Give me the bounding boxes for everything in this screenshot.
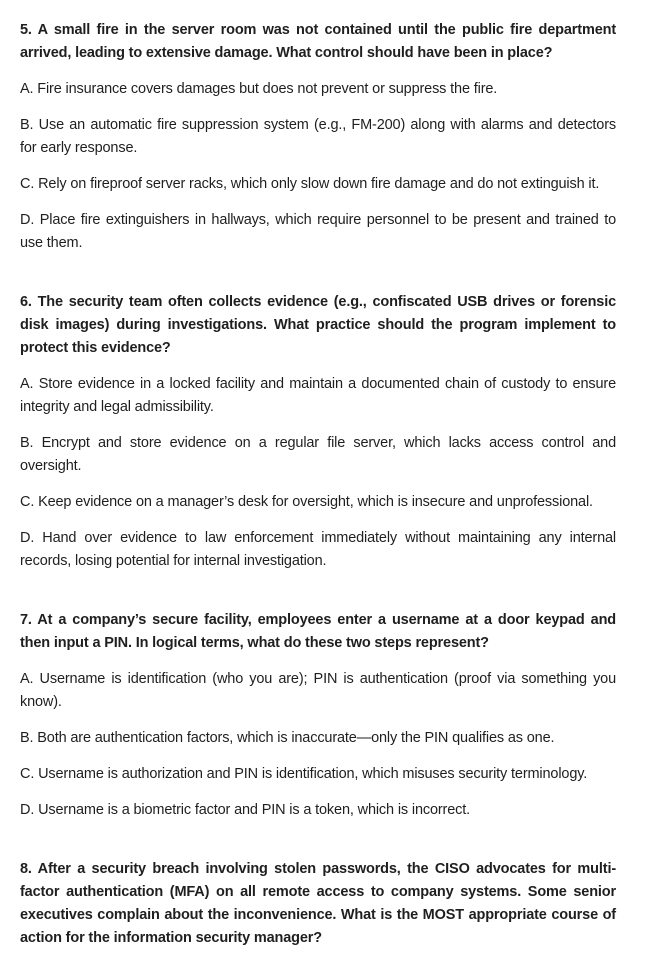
question-block-6	[20, 291, 616, 573]
answer-option-b: B. Use an automatic fire suppression system (e.g., FM-200) along with alarms and detectors for early response.	[20, 117, 616, 156]
answer-option-d: D. Username is a biometric factor and PIN is a token, which is incorrect.	[20, 802, 470, 818]
question-heading: 7. At a company’s secure facility, employees enter a username at a door keypad and then input a PIN. In logical terms, what do these two steps represent?	[20, 612, 616, 651]
answer-option-d: D. Hand over evidence to law enforcement immediately without maintaining any internal records, losing potential for internal investigation.	[20, 530, 616, 569]
answer-option-c: C. Username is authorization and PIN is identification, which misuses security terminology.	[20, 766, 588, 782]
answer-option-b: B. Both are authentication factors, which is inaccurate—only the PIN qualifies as one.	[20, 730, 555, 746]
question-block-5	[20, 19, 616, 255]
question-block-8	[20, 858, 616, 950]
question-heading: 6. The security team often collects evidence (e.g., confiscated USB drives or forensic disk images) during investigations. What practice should the program implement to protect this evidence?	[20, 294, 616, 356]
answer-option-b: B. Encrypt and store evidence on a regular file server, which lacks access control and oversight.	[20, 435, 616, 474]
answer-option-a: A. Store evidence in a locked facility and maintain a documented chain of custody to ensure integrity and legal admissibility.	[20, 376, 616, 415]
answer-option-c: C. Keep evidence on a manager’s desk for oversight, which is insecure and unprofessional.	[20, 494, 593, 510]
question-heading: 8. After a security breach involving stolen passwords, the CISO advocates for multi-factor authentication (MFA) on all remote access to company systems. Some senior executives complain about the inconvenience. What is the MOST appropriate course of action for the information security manager?	[20, 861, 616, 946]
answer-option-c: C. Rely on fireproof server racks, which only slow down fire damage and do not extinguish it.	[20, 176, 600, 192]
answer-option-d: D. Place fire extinguishers in hallways, which require personnel to be present and trained to use them.	[20, 212, 616, 251]
question-heading: 5. A small fire in the server room was not contained until the public fire department arrived, leading to extensive damage. What control should have been in place?	[20, 22, 616, 61]
answer-option-a: A. Username is identification (who you are); PIN is authentication (proof via something you know).	[20, 671, 616, 710]
question-block-7	[20, 609, 616, 822]
answer-option-a: A. Fire insurance covers damages but does not prevent or suppress the fire.	[20, 81, 498, 97]
